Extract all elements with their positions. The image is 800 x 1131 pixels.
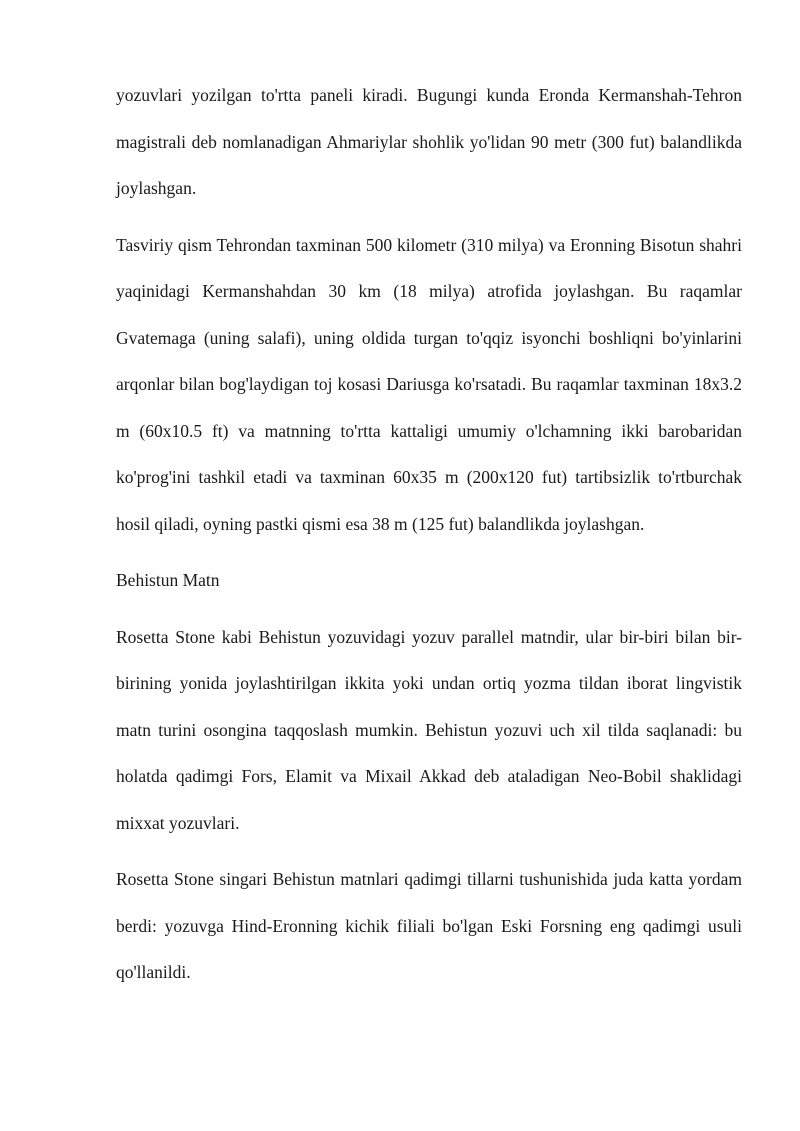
document-body — [116, 72, 742, 1006]
paragraph-intro: yozuvlari yozilgan to'rtta paneli kiradi. Bugungi kunda Eronda Kermanshah-Tehron magistrali deb nomlanadigan Ahmariylar shohlik yo'lidan 90 metr (300 fut) balandlikda joylashgan. — [116, 85, 742, 198]
section-heading: Behistun Matn — [116, 570, 220, 590]
paragraph-languages: Rosetta Stone singari Behistun matnlari qadimgi tillarni tushunishida juda katta yordam berdi: yozuvga Hind-Eronning kichik filiali bo'lgan Eski Forsning eng qadimgi usuli qo'llanildi. — [116, 869, 742, 982]
paragraph-description: Tasviriy qism Tehrondan taxminan 500 kilometr (310 milya) va Eronning Bisotun shahri yaqinidagi Kermanshahdan 30 km (18 milya) atrofida joylashgan. Bu raqamlar Gvatemaga (uning salafi), uning oldida turgan to'qqiz isyonchi boshliqni bo'yinlarini arqonlar bilan bog'laydigan toj kosasi Dariusga ko'rsatadi. Bu raqamlar taxminan 18x3.2 m (60x10.5 ft) va matnning to'rtta kattaligi umumiy o'lchamning ikki barobaridan ko'prog'ini tashkil etadi va taxminan 60x35 m (200x120 fut) tartibsizlik to'rtburchak hosil qiladi, oyning pastki qismi esa 38 m (125 fut) balandlikda joylashgan. — [116, 234, 742, 534]
paragraph-parallel-text: Rosetta Stone kabi Behistun yozuvidagi yozuv parallel matndir, ular bir-biri bilan bir-birining yonida joylashtirilgan ikkita yoki undan ortiq yozma tildan iborat lingvistik matn turini osongina taqqoslash mumkin. Behistun yozuvi uch xil tilda saqlanadi: bu holatda qadimgi Fors, Elamit va Mixail Akkad deb ataladigan Neo-Bobil shaklidagi mixxat yozuvlari. — [116, 626, 742, 833]
